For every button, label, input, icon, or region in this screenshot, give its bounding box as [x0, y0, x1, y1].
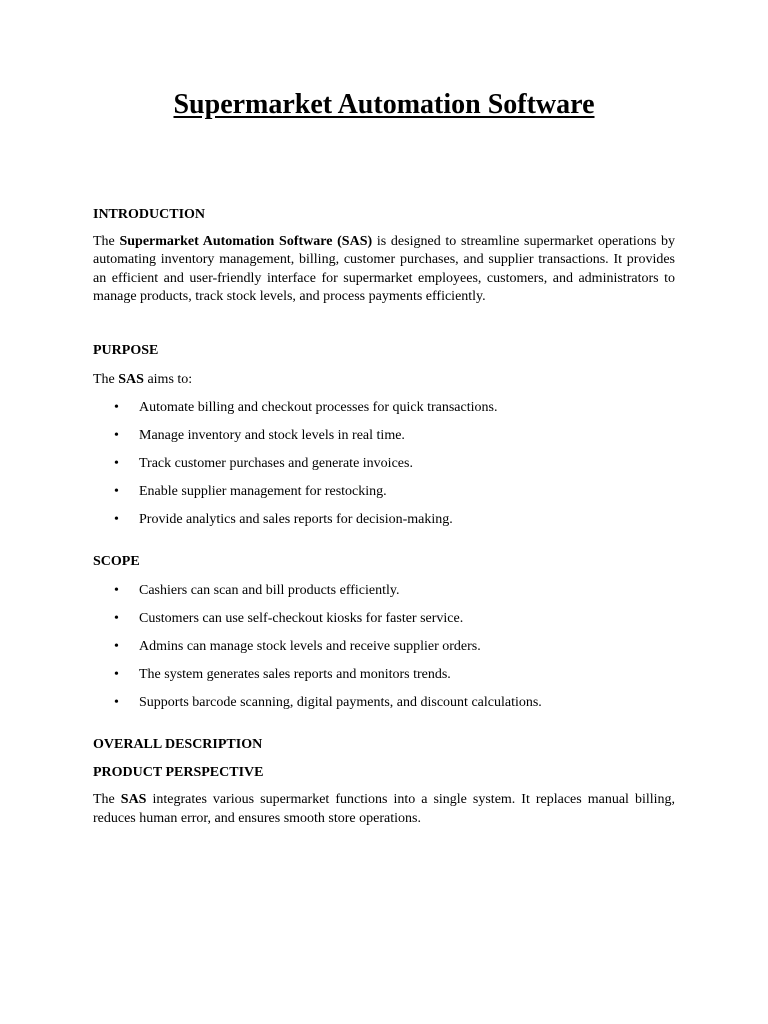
- purpose-list: [93, 398, 675, 538]
- introduction-heading: INTRODUCTION: [93, 207, 206, 222]
- document-title: Supermarket Automation Software: [173, 89, 595, 120]
- purpose-lead: [93, 371, 675, 389]
- purpose-list-item: • Automate billing and checkout processes for quick transactions.: [93, 398, 675, 426]
- purpose-heading: PURPOSE: [93, 343, 159, 359]
- purpose-lead-start: The: [93, 372, 119, 388]
- perspective-text-start: The: [93, 792, 121, 808]
- scope-list-item: • Supports barcode scanning, digital payments, and discount calculations.: [93, 693, 675, 721]
- introduction-paragraph: [93, 233, 675, 306]
- purpose-lead-end: aims to:: [143, 372, 193, 388]
- perspective-text-rest: integrates various supermarket functions into a single system. It replaces manual billing, reduces human error, and ensures smooth store operations.: [93, 792, 675, 826]
- scope-list-item: • Admins can manage stock levels and receive supplier orders.: [93, 637, 675, 665]
- scope-list-item: • Customers can use self-checkout kiosks for faster service.: [93, 609, 675, 637]
- scope-list-item: • The system generates sales reports and monitors trends.: [93, 665, 675, 693]
- scope-list: [93, 581, 675, 721]
- product-perspective-paragraph: [93, 791, 675, 828]
- purpose-lead-sas: SAS: [118, 372, 144, 388]
- purpose-list-item: • Manage inventory and stock levels in real time.: [93, 426, 675, 454]
- overall-description-heading: OVERALL DESCRIPTION: [93, 737, 263, 753]
- document-body: [93, 205, 675, 828]
- perspective-sas: SAS: [120, 792, 147, 808]
- scope-heading: SCOPE: [93, 554, 140, 570]
- introduction-text-rest: is designed to streamline supermarket operations by automating inventory management, billing, customer purchases, and supplier transactions. It provides an efficient and user-friendly interface for supermarket employees, customers, and administrators to manage products, track stock levels, and process payments efficiently.: [93, 234, 675, 304]
- scope-list-item: • Cashiers can scan and bill products efficiently.: [93, 581, 675, 609]
- introduction-text-start: The: [93, 234, 120, 249]
- purpose-list-item: • Track customer purchases and generate invoices.: [93, 454, 675, 482]
- product-perspective-heading: PRODUCT PERSPECTIVE: [93, 765, 264, 781]
- purpose-list-item: • Provide analytics and sales reports for decision-making.: [93, 510, 675, 538]
- introduction-product-name: Supermarket Automation Software (SAS): [119, 234, 373, 249]
- purpose-list-item: • Enable supplier management for restocking.: [93, 482, 675, 510]
